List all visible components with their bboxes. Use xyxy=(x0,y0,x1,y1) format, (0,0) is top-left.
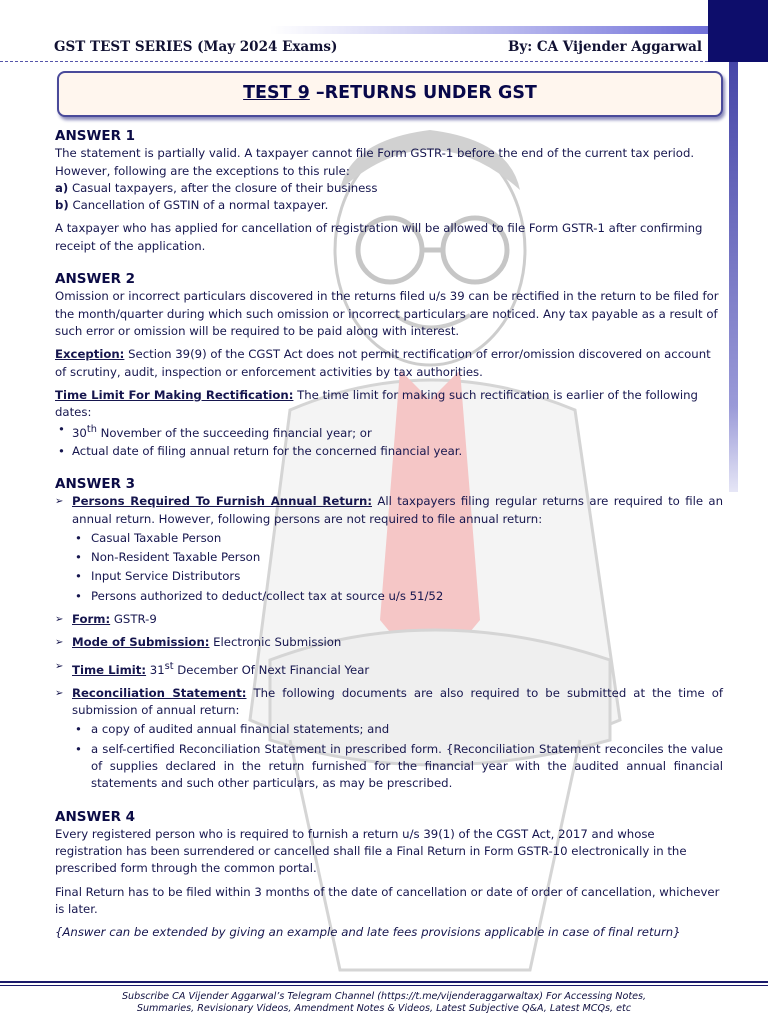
footer-line-2: Summaries, Revisionary Videos, Amendment Notes & Videos, Latest Subjective Q&A, Latest MCQs, etc xyxy=(136,1003,632,1014)
item-text: Casual taxpayers, after the closure of their business xyxy=(71,180,378,195)
footer-line-1: Subscribe CA Vijender Aggarwal’s Telegram Channel (https://t.me/vijenderaggarwaltax) For Accessing Notes, xyxy=(121,991,647,1002)
time-text: 31 xyxy=(146,662,165,677)
answer-2-time-limit xyxy=(55,387,723,422)
recon-label: Reconciliation Statement: xyxy=(72,685,247,700)
recon-text: The following documents are also required to be submitted at the time of submission of annual return: xyxy=(72,685,723,718)
answer-4-deadline: Final Return has to be filed within 3 months of the date of cancellation or date of order of cancellation, whichever is later. xyxy=(55,884,720,917)
mode-label: Mode of Submission: xyxy=(72,635,210,650)
persons-list-item: • Input Service Distributors xyxy=(55,568,723,585)
series-title: GST TEST SERIES (May 2024 Exams) xyxy=(54,39,338,55)
author-name: By: CA Vijender Aggarwal xyxy=(507,39,702,55)
time-label: Time Limit: xyxy=(72,662,147,677)
recon-list-item: • a copy of audited annual financial statements; and xyxy=(55,721,723,738)
header-corner-block xyxy=(708,0,768,62)
answer-2-bullet-1 xyxy=(55,421,723,442)
bullet-text-rest: November of the succeeding financial year; or xyxy=(96,426,372,441)
answer-1-item-a xyxy=(55,180,723,197)
page-footer xyxy=(60,991,708,1015)
answer-1-intro: The statement is partially valid. A taxpayer cannot file Form GSTR-1 before the end of the current tax period. However, following are the exceptions to this rule: xyxy=(55,146,695,178)
test-title xyxy=(59,83,721,103)
answer-3-heading: ANSWER 3 xyxy=(55,475,136,492)
persons-label: Persons Required To Furnish Annual Return: xyxy=(72,494,372,509)
recon-list-item: • a self-certified Reconciliation Statement in prescribed form. {Reconciliation Statement reconciles the value of supplies declared in the return furnished for the financial year with the audited annual financial statements and such other particulars, as may be prescribed. xyxy=(55,741,723,793)
answer-3-mode xyxy=(55,634,723,651)
bullet-text: Actual date of filing annual return for the concerned financial year. xyxy=(72,443,463,458)
answer-2-heading: ANSWER 2 xyxy=(55,271,136,288)
header-divider xyxy=(0,61,708,62)
header-gradient-bar xyxy=(270,26,708,34)
answer-1-conclusion: A taxpayer who has applied for cancellation of registration will be allowed to file Form GSTR-1 after confirming receipt of the application. xyxy=(55,221,703,253)
footer-divider-thin xyxy=(0,985,768,986)
exception-text: Section 39(9) of the CGST Act does not permit rectification of error/omission discovered on account of scrutiny, audit, inspection or enforcement activities by tax authorities. xyxy=(55,347,711,379)
answer-2-exception xyxy=(55,346,723,381)
item-text: Cancellation of GSTIN of a normal taxpayer. xyxy=(72,198,329,213)
time-limit-label: Time Limit For Making Rectification: xyxy=(55,387,294,402)
answer-3-time-limit xyxy=(55,658,723,679)
answer-2-bullet-2 xyxy=(55,443,723,460)
answer-3-form xyxy=(55,611,723,628)
test-number: TEST 9 xyxy=(243,83,310,103)
answer-1-item-b xyxy=(55,197,723,214)
item-marker: b) xyxy=(55,198,69,213)
persons-list-item: • Persons authorized to deduct/collect tax at source u/s 51/52 xyxy=(55,588,723,605)
answer-3-persons xyxy=(55,493,723,528)
form-label: Form: xyxy=(72,612,111,627)
answer-4-note: {Answer can be extended by giving an example and late fees provisions applicable in case of final return} xyxy=(55,925,681,940)
answer-1-heading: ANSWER 1 xyxy=(55,128,136,144)
time-superscript: st xyxy=(164,660,174,672)
time-limit-text: The time limit for making such rectification is earlier of the following dates: xyxy=(55,387,698,420)
answer-4-heading: ANSWER 4 xyxy=(55,808,136,825)
form-text: GSTR-9 xyxy=(110,612,157,627)
answers-content xyxy=(55,128,723,942)
footer-divider xyxy=(0,981,768,983)
page-header xyxy=(54,37,706,57)
item-marker: a) xyxy=(55,180,69,195)
test-title-box xyxy=(57,71,723,117)
bullet-superscript: th xyxy=(86,424,97,436)
bullet-text: 30 xyxy=(72,426,87,441)
persons-list-item: • Casual Taxable Person xyxy=(55,530,723,547)
answer-2-intro: Omission or incorrect particulars discovered in the returns filed u/s 39 can be rectified in the return to be filed for the month/quarter during which such omission or incorrect particulars are noticed. Any tax payable as a result of such error or omission will be required to be paid along with interest. xyxy=(55,289,719,338)
side-decor-strip xyxy=(729,62,738,492)
answer-3-reconciliation xyxy=(55,685,723,720)
time-text-rest: December Of Next Financial Year xyxy=(173,662,370,677)
exception-label: Exception: xyxy=(55,347,125,362)
mode-text: Electronic Submission xyxy=(209,635,342,650)
test-topic: –RETURNS UNDER GST xyxy=(309,83,537,103)
answer-4-intro: Every registered person who is required to furnish a return u/s 39(1) of the CGST Act, 2017 and whose registration has been surrendered or cancelled shall file a Final Return in Form GSTR-10 electronically in the prescribed form through the common portal. xyxy=(55,826,687,876)
persons-text: All taxpayers filing regular returns are required to file an annual return. However, following persons are not required to file annual return: xyxy=(72,494,723,526)
persons-list-item: • Non-Resident Taxable Person xyxy=(55,549,723,566)
